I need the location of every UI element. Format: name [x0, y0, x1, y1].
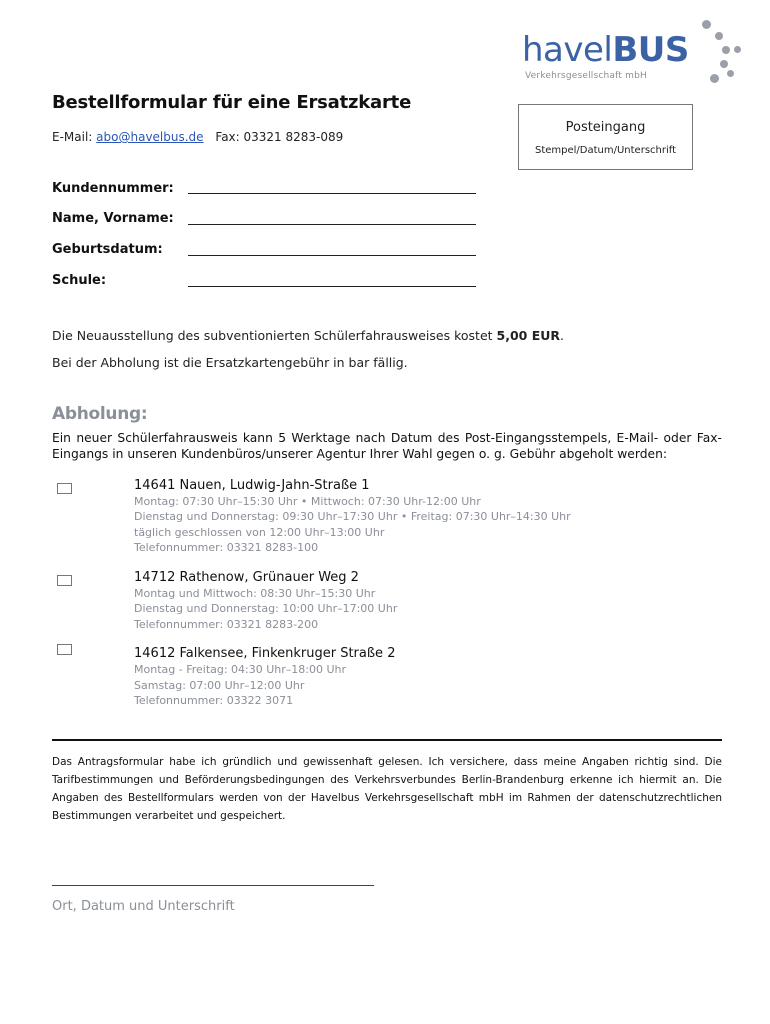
location-line: Telefonnummer: 03321 8283-200	[134, 618, 319, 631]
checkbox-nauen[interactable]	[57, 483, 72, 494]
field-label-geburtsdatum: Geburtsdatum:	[52, 242, 163, 257]
checkbox-falkensee[interactable]	[57, 644, 72, 655]
payment-info: Bei der Abholung ist die Ersatzkartengebühr in bar fällig.	[52, 355, 408, 370]
page-title: Bestellformular für eine Ersatzkarte	[52, 92, 412, 113]
price-value: 5,00 EUR	[496, 328, 561, 343]
signature-label: Ort, Datum und Unterschrift	[52, 899, 235, 914]
field-label-schule: Schule:	[52, 273, 107, 288]
email-label: E-Mail:	[52, 130, 93, 144]
logo-subtitle: Verkehrsgesellschaft mbH	[525, 71, 647, 81]
field-label-name: Name, Vorname:	[52, 211, 174, 226]
abholung-intro: Ein neuer Schülerfahrausweis kann 5 Werktage nach Datum des Post-Eingangsstempels, E-Mail- oder Fax-Eingangs in unseren Kundenbüros/unserer Agentur Ihrer Wahl gegen o. g. Gebühr abgeholt werden:	[52, 431, 722, 461]
location-line: Montag und Mittwoch: 08:30 Uhr–15:30 Uhr	[134, 587, 376, 600]
price-text: Die Neuausstellung des subventionierten Schülerfahrausweises kostet	[52, 328, 497, 343]
logo-dot-icon	[727, 70, 734, 77]
logo-dot-icon	[734, 46, 741, 53]
location-line: Samstag: 07:00 Uhr–12:00 Uhr	[134, 679, 305, 692]
fax-number: Fax: 03321 8283-089	[215, 130, 344, 144]
email-link[interactable]: abo@havelbus.de	[96, 130, 204, 144]
logo-bus: BUS	[612, 30, 689, 70]
havelbus-logo	[522, 30, 752, 90]
location-line: Telefonnummer: 03322 3071	[134, 694, 294, 707]
declaration-text: Das Antragsformular habe ich gründlich und gewissenhaft gelesen. Ich versichere, dass meine Angaben richtig sind. Die Tarifbestimmungen und Beförderungsbedingungen des Verkehrsverbundes Berlin-Brandenburg erkenne ich hiermit an. Die Angaben des Bestellformulars werden von der Havelbus Verkehrsgesellschaft mbH im Rahmen der datenschutzrechtlichen Bestimmungen verarbeitet und gespeichert.	[52, 756, 722, 822]
posteingang-box	[518, 104, 693, 170]
location-line: Montag - Freitag: 04:30 Uhr–18:00 Uhr	[134, 663, 347, 676]
field-line-geburtsdatum[interactable]	[188, 254, 476, 256]
contact-line	[52, 130, 343, 144]
location-line: Dienstag und Donnerstag: 10:00 Uhr–17:00 Uhr	[134, 602, 398, 615]
location-line: Dienstag und Donnerstag: 09:30 Uhr–17:30 Uhr • Freitag: 07:30 Uhr–14:30 Uhr	[134, 510, 571, 523]
location-line: Montag: 07:30 Uhr–15:30 Uhr • Mittwoch: 07:30 Uhr-12:00 Uhr	[134, 495, 481, 508]
posteingang-subtitle: Stempel/Datum/Unterschrift	[534, 145, 677, 156]
logo-dot-icon	[710, 74, 719, 83]
field-label-kundennummer: Kundennummer:	[52, 181, 174, 196]
signature-line[interactable]	[52, 885, 374, 886]
logo-havel: havel	[522, 30, 613, 70]
location-line: Telefonnummer: 03321 8283-100	[134, 541, 319, 554]
logo-dot-icon	[702, 20, 711, 29]
field-line-kundennummer[interactable]	[188, 192, 476, 194]
logo-dot-icon	[722, 46, 730, 54]
location-title-rathenow: 14712 Rathenow, Grünauer Weg 2	[134, 570, 359, 585]
field-line-name[interactable]	[188, 223, 476, 225]
logo-dot-icon	[720, 60, 728, 68]
location-line: täglich geschlossen von 12:00 Uhr–13:00 Uhr	[134, 526, 385, 539]
location-title-nauen: 14641 Nauen, Ludwig-Jahn-Straße 1	[134, 478, 370, 493]
location-title-falkensee: 14612 Falkensee, Finkenkruger Straße 2	[134, 646, 396, 661]
divider	[52, 739, 722, 741]
logo-wordmark	[522, 30, 689, 70]
price-period: .	[560, 328, 565, 343]
price-info	[52, 328, 564, 343]
logo-dot-icon	[715, 32, 723, 40]
checkbox-rathenow[interactable]	[57, 575, 72, 586]
abholung-heading: Abholung:	[52, 404, 148, 424]
posteingang-title: Posteingang	[565, 120, 646, 135]
field-line-schule[interactable]	[188, 285, 476, 287]
